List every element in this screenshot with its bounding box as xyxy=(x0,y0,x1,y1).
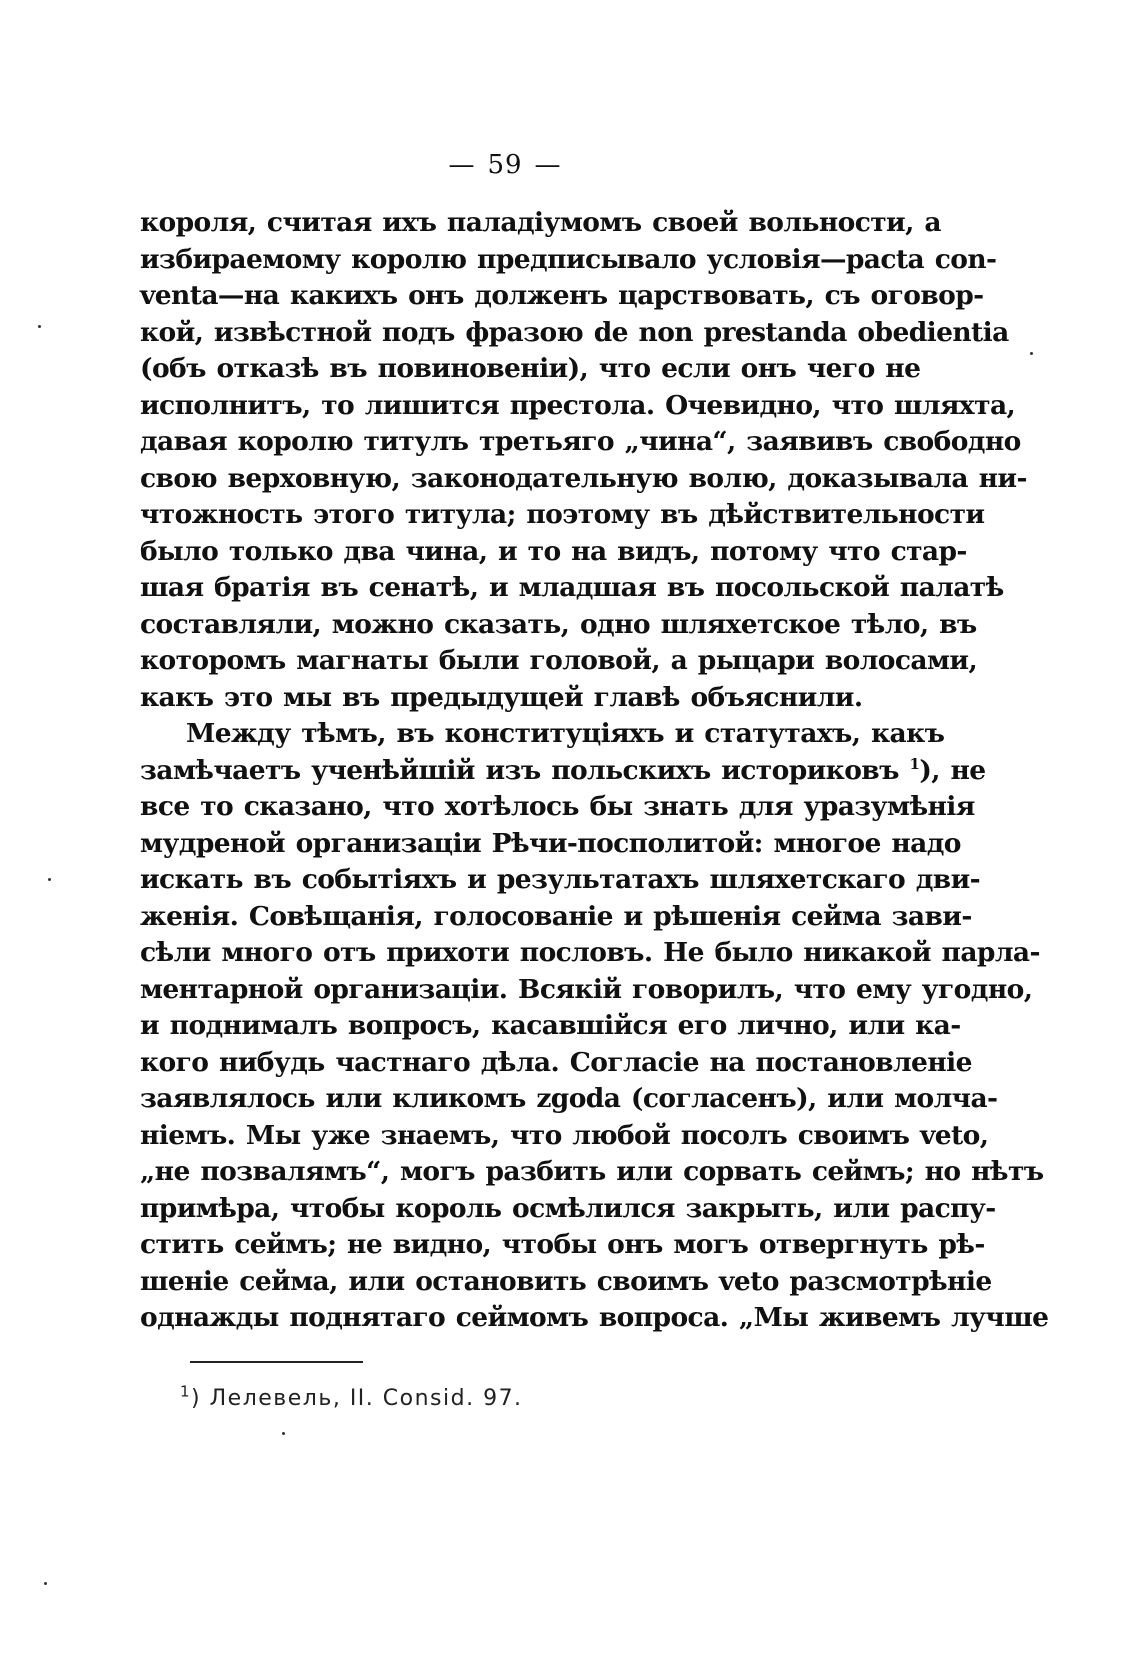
text-line-with-footnote-ref xyxy=(140,753,986,790)
text-line: давая королю титулъ третьяго „чина“, заявивъ свободно xyxy=(140,426,1021,457)
footnote-reference[interactable]: 1 xyxy=(909,754,920,773)
scan-speck xyxy=(1030,352,1033,355)
paragraph-1 xyxy=(140,205,1027,716)
text-line: свою верховную, законодательную волю, доказывала ни- xyxy=(140,462,1027,494)
text-line: кой, извѣстной подъ фразою de non prestanda obedientia xyxy=(140,316,1009,348)
text-line: составляли, можно сказать, одно шляхетское тѣло, въ xyxy=(140,608,977,640)
text-line: которомъ магнаты были головой, а рыцари волосами, xyxy=(140,645,978,676)
page-number-dash-left: — xyxy=(448,150,476,180)
text-line: исполнитъ, то лишится престола. Очевидно, что шляхта, xyxy=(140,389,1016,421)
scan-speck xyxy=(282,1432,285,1435)
footnote-marker: 1 xyxy=(180,1382,192,1401)
scan-speck xyxy=(48,878,51,881)
paragraph-2 xyxy=(140,716,1049,1337)
footnote-text: ) Лелевель, II. Consid. 97. xyxy=(191,1386,523,1411)
text-line: стить сеймъ; не видно, чтобы онъ могъ отвергнуть рѣ- xyxy=(140,1229,985,1260)
text-line: „не позвалямъ“, могъ разбить или сорвать сеймъ; но нѣтъ xyxy=(140,1156,1044,1187)
text-line: было только два чина, и то на видъ, потому что стар- xyxy=(140,535,967,567)
text-line: все то сказано, что хотѣлось бы знать для уразумѣнія xyxy=(140,791,975,822)
text-fragment: ), не xyxy=(919,754,986,786)
text-line: какъ это мы въ предыдущей главѣ объяснили. xyxy=(140,681,863,713)
text-line: искать въ событіяхъ и результатахъ шляхетскаго дви- xyxy=(140,864,981,895)
text-line: шеніе сейма, или остановить своимъ veto разсмотрѣніе xyxy=(140,1265,992,1297)
text-line: мудреной организаціи Рѣчи-посполитой: многое надо xyxy=(140,827,961,859)
page-number xyxy=(0,150,1010,180)
text-line: короля, считая ихъ паладіумомъ своей вольности, а xyxy=(140,207,941,238)
text-line: избираемому королю предписывало условія—pacta con- xyxy=(140,243,997,275)
footnote-divider xyxy=(190,1361,363,1363)
text-line: кого нибудь частнаго дѣла. Согласіе на постановленіе xyxy=(140,1046,972,1078)
text-line: женія. Совѣщанія, голосованіе и рѣшенія сейма зави- xyxy=(140,900,972,932)
text-line: заявлялось или кликомъ zgoda (согласенъ), или молча- xyxy=(140,1083,998,1114)
body-text xyxy=(140,205,1049,1337)
scan-speck xyxy=(38,325,41,328)
text-line: шая братія въ сенатѣ, и младшая въ посольской палатѣ xyxy=(140,572,1004,603)
text-line: и поднималъ вопросъ, касавшійся его лично, или ка- xyxy=(140,1010,961,1041)
scan-speck xyxy=(44,1582,47,1585)
text-line: Между тѣмъ, въ конституціяхъ и статутахъ, какъ xyxy=(186,718,945,749)
text-line: ментарной организаціи. Всякій говорилъ, что ему угодно, xyxy=(140,973,1033,1005)
text-line: однажды поднятаго сеймомъ вопроса. „Мы живемъ лучше xyxy=(140,1302,1049,1333)
text-line: примѣра, чтобы король осмѣлился закрыть, или распу- xyxy=(140,1192,996,1224)
text-line: чтожность этого титула; поэтому въ дѣйствительности xyxy=(140,499,985,530)
page-number-value: 59 xyxy=(487,150,523,180)
text-line: сѣли много отъ прихоти пословъ. Не было никакой парла- xyxy=(140,937,1040,968)
text-line: ніемъ. Мы уже знаемъ, что любой посолъ своимъ veto, xyxy=(140,1119,989,1151)
text-line: (объ отказѣ въ повиновеніи), что если онъ чего не xyxy=(140,353,921,384)
text-line: venta—на какихъ онъ долженъ царствовать, съ оговор- xyxy=(140,280,984,311)
footnote xyxy=(180,1382,523,1413)
page-number-dash-right: — xyxy=(534,150,562,180)
text-fragment: замѣчаетъ ученѣйшій изъ польскихъ историковъ xyxy=(140,754,910,786)
